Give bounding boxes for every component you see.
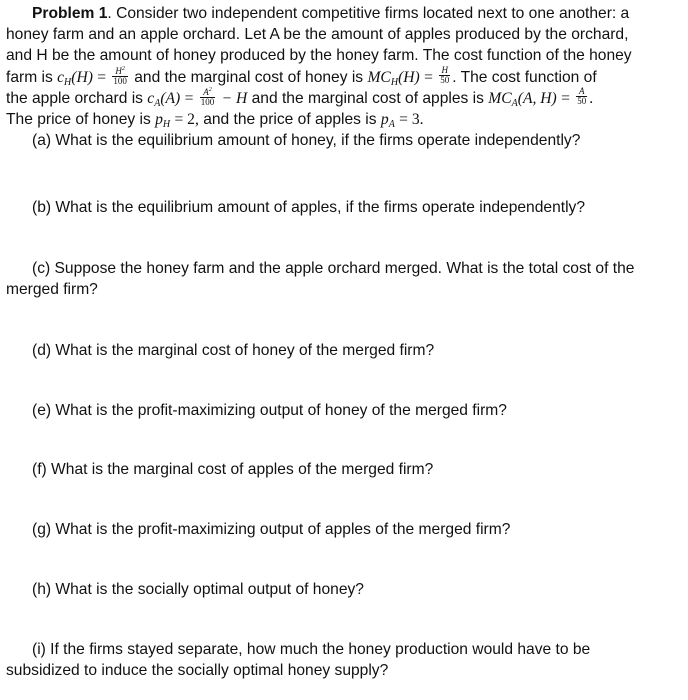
question-h — [32, 579, 688, 600]
question-b-text: (b) What is the equilibrium amount of apples, if the firms operate independently? — [32, 199, 586, 216]
apple-mc-symbol: MC — [488, 89, 512, 107]
intro-line-4 — [6, 64, 682, 88]
intro-text-6b: and the price of apples is — [198, 110, 381, 128]
apple-mc-argument: (A, H) — [517, 89, 557, 107]
honey-price-symbol: p — [155, 110, 163, 128]
problem-intro — [6, 3, 682, 151]
apple-price-subscript: A — [388, 118, 395, 130]
intro-text-4a: farm is — [6, 68, 58, 86]
question-d-text: (d) What is the marginal cost of honey of the merged firm? — [32, 342, 435, 359]
intro-text-4c: . The cost function of — [452, 68, 597, 86]
frac4-denominator: 50 — [577, 96, 587, 107]
intro-text-1: . Consider two independent competitive firms located next to one another: a — [107, 5, 630, 22]
question-f-text: (f) What is the marginal cost of apples of the merged firm? — [32, 461, 434, 478]
frac3-numerator: A — [203, 87, 209, 98]
honey-price-value: = 2, — [174, 110, 199, 128]
question-i — [6, 639, 682, 681]
intro-line-1 — [6, 3, 682, 24]
question-a: (a) What is the equilibrium amount of honey, if the firms operate independently? — [32, 132, 581, 150]
equals-sign: = — [561, 89, 570, 107]
intro-line-5 — [6, 88, 682, 109]
apple-mc-subscript: A — [511, 97, 518, 109]
problem-title: Problem 1 — [32, 5, 108, 22]
minus-h-term: − H — [221, 89, 248, 107]
intro-text-5b: and the marginal cost of apples is — [247, 89, 489, 107]
apple-cost-symbol: c — [147, 89, 155, 107]
question-e-text: (e) What is the profit-maximizing output of honey of the merged firm? — [32, 402, 507, 419]
question-c-line-1: (c) Suppose the honey farm and the apple orchard merged. What is the total cost of the — [32, 260, 635, 277]
honey-mc-fraction — [439, 66, 450, 85]
frac2-numerator: H — [439, 66, 450, 76]
apple-price-symbol: p — [380, 110, 389, 128]
honey-cost-subscript: H — [64, 76, 72, 88]
honey-mc-argument: (H) — [398, 68, 420, 86]
equals-sign: = — [424, 68, 433, 86]
equals-sign: = — [184, 89, 194, 107]
frac3-denominator: 100 — [200, 97, 215, 108]
question-g — [32, 519, 688, 540]
apple-mc-fraction — [576, 87, 587, 106]
frac1-numerator: H — [115, 65, 122, 76]
question-h-text: (h) What is the socially optimal output of honey? — [32, 581, 364, 598]
apple-cost-fraction — [200, 86, 216, 107]
honey-mc-subscript: H — [390, 76, 399, 88]
frac3-exponent: 2 — [208, 87, 212, 94]
question-c — [6, 258, 682, 300]
intro-line-6 — [6, 109, 682, 130]
question-c-line-2: merged firm? — [6, 281, 98, 299]
intro-line-3: and H be the amount of honey produced by the honey farm. The cost function of the honey — [6, 47, 632, 65]
frac2-denominator: 50 — [440, 74, 450, 85]
question-i-line-1: (i) If the firms stayed separate, how much the honey production would have to be — [32, 641, 591, 658]
intro-text-5c: . — [589, 89, 594, 107]
honey-cost-argument: (H) — [71, 68, 93, 86]
question-b — [32, 197, 688, 218]
apple-price-value: = 3. — [399, 110, 424, 128]
intro-text-6a: The price of honey is — [6, 110, 156, 128]
question-d — [32, 340, 688, 361]
honey-price-subscript: H — [162, 118, 171, 130]
honey-mc-symbol: MC — [367, 68, 391, 86]
question-g-text: (g) What is the profit-maximizing output of apples of the merged firm? — [32, 521, 511, 538]
frac1-denominator: 100 — [113, 75, 127, 86]
apple-cost-subscript: A — [154, 97, 161, 109]
question-i-line-2: subsidized to induce the socially optimal honey supply? — [6, 662, 389, 680]
question-e — [32, 400, 688, 421]
frac1-exponent: 2 — [121, 65, 125, 72]
apple-cost-argument: (A) — [160, 89, 181, 107]
frac4-numerator: A — [576, 87, 587, 97]
honey-cost-fraction — [112, 65, 128, 86]
intro-text-5a: the apple orchard is — [6, 89, 148, 107]
intro-text-4b: and the marginal cost of honey is — [129, 68, 368, 86]
honey-cost-symbol: c — [57, 68, 65, 86]
intro-line-2: honey farm and an apple orchard. Let A be the amount of apples produced by the orchard, — [6, 26, 629, 44]
equals-sign: = — [97, 68, 107, 86]
question-f — [32, 459, 688, 480]
